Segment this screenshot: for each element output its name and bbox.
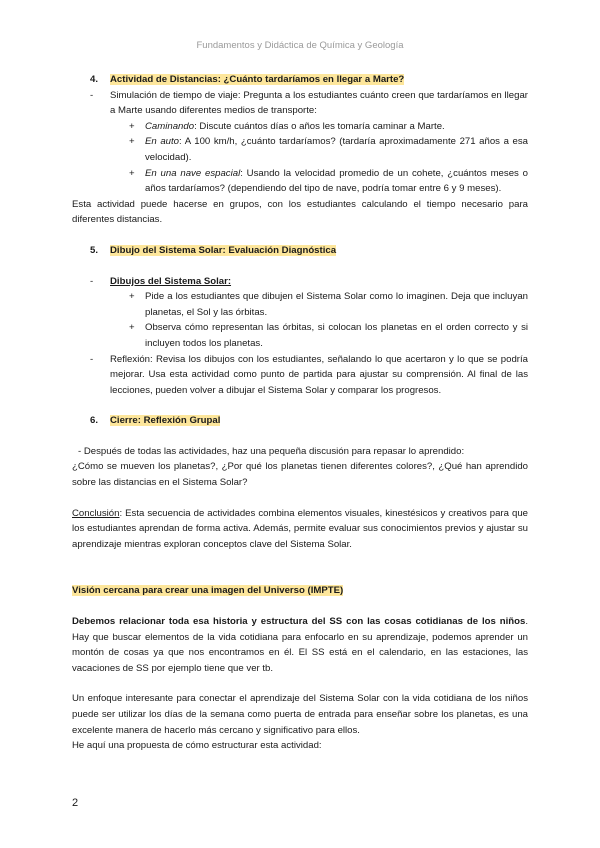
plus-bullet: +: [129, 291, 135, 303]
plus-bullet: +: [129, 136, 135, 148]
section-6-heading: [72, 413, 528, 429]
list-item: + En auto: A 100 km/h, ¿cuánto tardaríamos? (tardaría aproximadamente 271 años a esa velocidad).: [129, 136, 528, 163]
vision-paragraph-1: Debemos relacionar toda esa historia y estructura del SS con las cosas cotidianas de los niños. Hay que buscar elementos de la vida cotidiana para enfocarlo en su aprendizaje, podemos aprender un montón de cosas ya que nos encontramos en él. El SS está en el calendario, en las estaciones, las vacaciones de SS por ejemplo tiene que ver tb.: [72, 616, 528, 674]
dash-bullet: -: [90, 89, 94, 101]
plus-bullet: +: [129, 322, 135, 334]
section-5-heading: [72, 243, 528, 259]
plus-bullet: +: [129, 167, 135, 179]
vision-paragraph-3: He aquí una propuesta de cómo estructurar esta actividad:: [72, 740, 322, 752]
document-body: [72, 72, 528, 754]
list-item: + En una nave espacial: Usando la velocidad promedio de un cohete, ¿cuántos meses o años tardaríamos? (dependiendo del tipo de nave, podría tomar entre 6 y 9 meses).: [129, 167, 528, 195]
running-header: Fundamentos y Didáctica de Química y Geología: [196, 40, 404, 51]
list-item: + Caminando: Discute cuántos días o años les tomaría caminar a Marte.: [72, 119, 528, 135]
list-item: + Observa cómo representan las órbitas, si colocan los planetas en el orden correcto y si incluyen todos los planetas.: [129, 322, 528, 349]
section-6-number: 6.: [90, 415, 99, 427]
plus-bullet: +: [129, 120, 135, 132]
page-number: 2: [72, 797, 79, 809]
conclusion-paragraph: Conclusión: Esta secuencia de actividades combina elementos visuales, kinestésicos y creativos para que los estudiantes aprendan de forma activa. Además, permite evaluar sus conocimientos previos y ajustar su aprendizaje mientras exploran conceptos clave del Sistema Solar.: [72, 507, 528, 550]
section-4-title: Actividad de Distancias: ¿Cuánto tardaríamos en llegar a Marte?: [110, 74, 405, 85]
section-4-closing: Esta actividad puede hacerse en grupos, con los estudiantes calculando el tiempo necesario para diferentes distancias.: [72, 198, 528, 226]
section-5-reflection: - Reflexión: Revisa los dibujos con los estudiantes, señalando lo que acertaron y lo que se podría mejorar. Usa esta actividad como punto de partida para ajustar su comprensión. Al final de las lecciones, pueden volver a dibujar el Sistema Solar y comparar los progresos.: [90, 353, 528, 396]
section-4-intro: - Simulación de tiempo de viaje: Pregunta a los estudiantes cuánto creen que tardaríamos en llegar a Marte usando diferentes medios de transporte:: [90, 89, 528, 117]
section-4-number: 4.: [90, 74, 99, 85]
section-6-questions: ¿Cómo se mueven los planetas?, ¿Por qué los planetas tienen diferentes colores?, ¿Qué han aprendido sobre las distancias en el Sistema Solar?: [72, 461, 528, 489]
section-6-title: Cierre: Reflexión Grupal: [110, 415, 221, 427]
dash-bullet: -: [90, 353, 94, 365]
section-4-heading: [72, 72, 528, 88]
dash-bullet: -: [90, 275, 94, 287]
section-6-line1: - Después de todas las actividades, haz una pequeña discusión para repasar lo aprendido:: [78, 445, 465, 457]
section-5-subheading: - Dibujos del Sistema Solar:: [72, 274, 528, 290]
vision-heading: Visión cercana para crear una imagen del Universo (IMPTE): [72, 585, 344, 597]
vision-paragraph-2: Un enfoque interesante para conectar el aprendizaje del Sistema Solar con la vida cotidiana de los niños puede ser utilizar los días de la semana como puerta de entrada para enseñar sobre los planetas, es una excelente manera de hacerlo más cercano y significativo para ellos.: [72, 693, 528, 736]
conclusion-label: Conclusión: [72, 507, 120, 519]
section-5-number: 5.: [90, 244, 99, 256]
list-item: + Pide a los estudiantes que dibujen el Sistema Solar como lo imaginen. Deja que incluyan planetas, el Sol y las órbitas.: [129, 291, 528, 318]
section-5-title: Dibujo del Sistema Solar: Evaluación Diagnóstica: [110, 244, 337, 256]
